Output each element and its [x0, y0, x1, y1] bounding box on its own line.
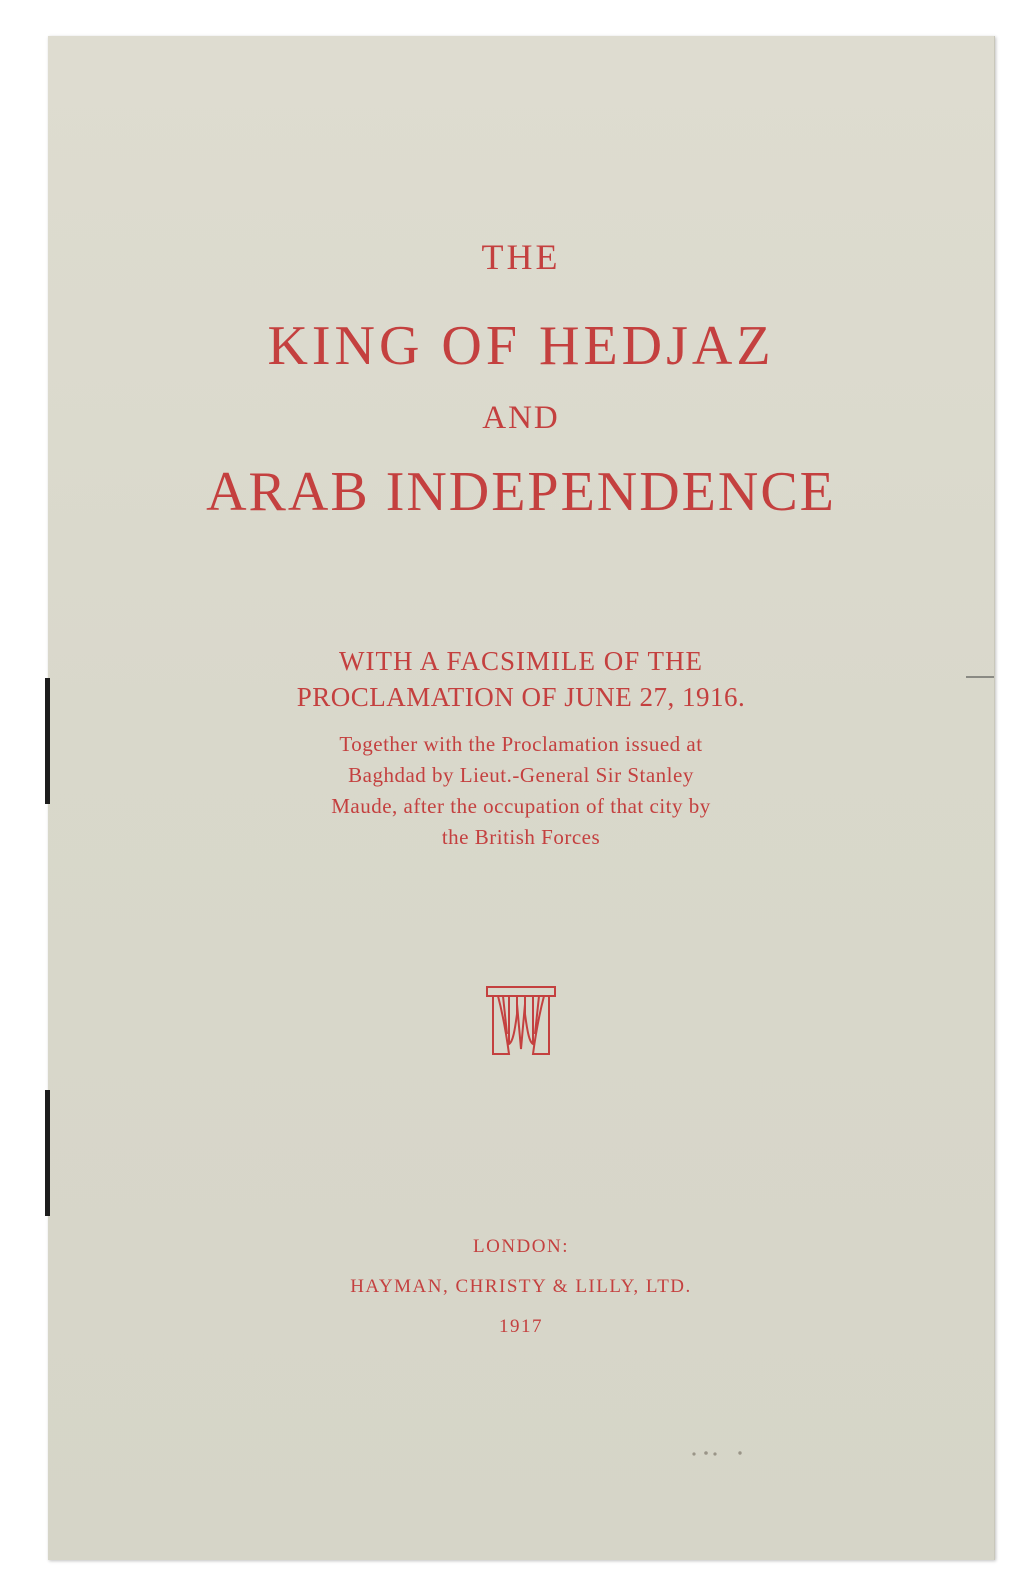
publisher-device-icon: [485, 984, 557, 1064]
booklet-cover: [48, 36, 995, 1560]
title-main: KING OF HEDJAZ: [267, 315, 775, 377]
title-the: THE: [481, 237, 561, 277]
subtitle-line-1: WITH A FACSIMILE OF THE: [338, 646, 703, 676]
spine-staple-lower: [45, 1090, 50, 1216]
description-line-1: Together with the Proclamation issued at: [339, 732, 703, 756]
imprint-publisher: HAYMAN, CHRISTY & LILLY, LTD.: [350, 1276, 692, 1297]
paper-specks: [688, 1448, 758, 1460]
description-line-2: Baghdad by Lieut.-General Sir Stanley: [348, 763, 694, 787]
title-second: ARAB INDEPENDENCE: [206, 461, 836, 523]
imprint-city: LONDON:: [473, 1236, 569, 1257]
subtitle-line-2: PROCLAMATION OF JUNE 27, 1916.: [296, 682, 746, 712]
description-line-3: Maude, after the occupation of that city by: [331, 794, 711, 818]
title-and: AND: [482, 400, 560, 436]
imprint-year: 1917: [499, 1316, 543, 1337]
description-line-4: the British Forces: [441, 825, 601, 849]
edge-mark: [966, 676, 994, 678]
